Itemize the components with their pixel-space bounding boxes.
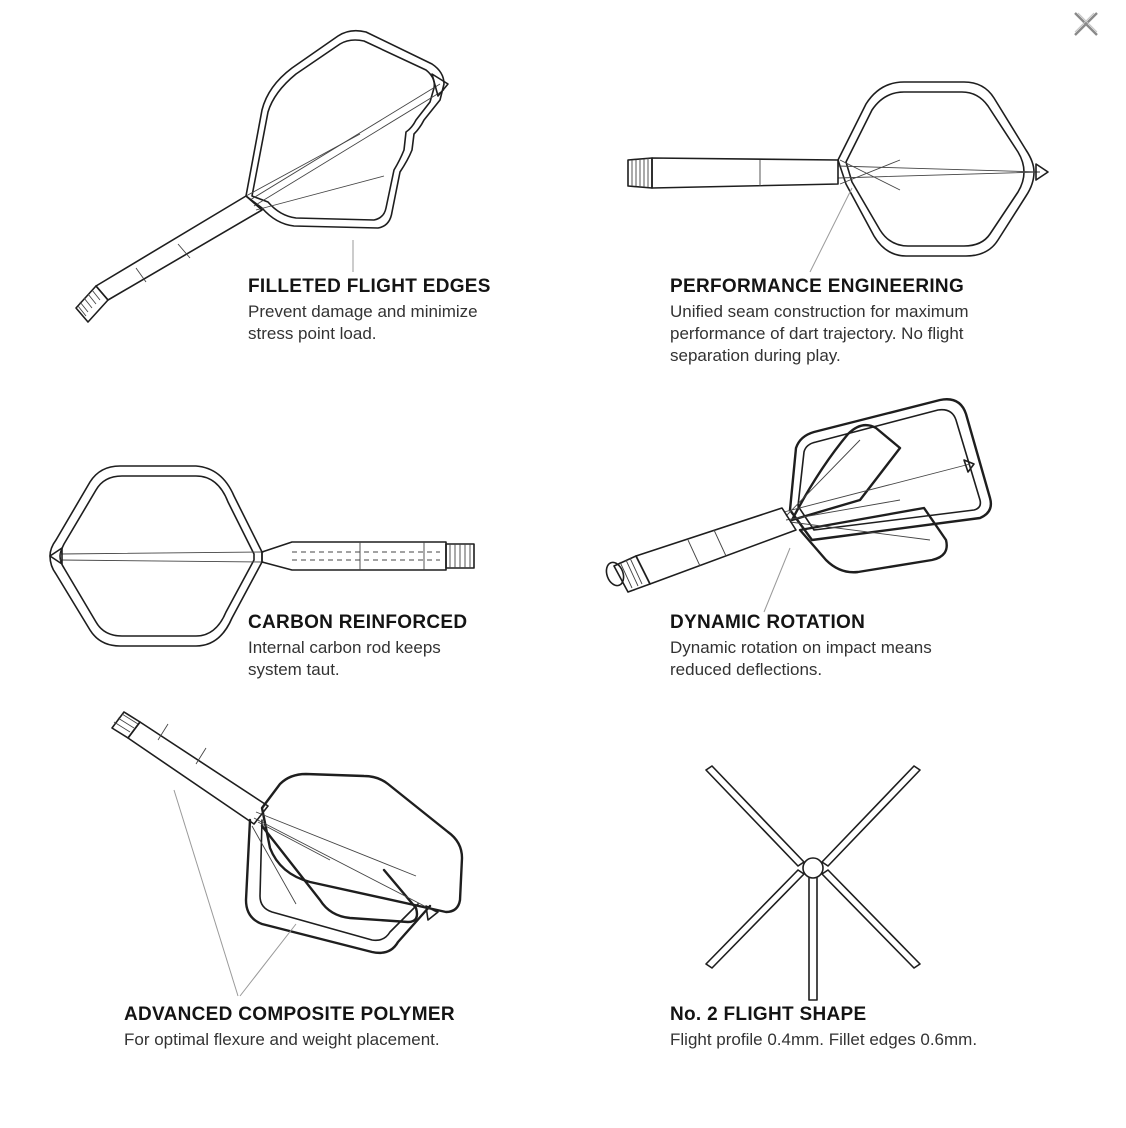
performance-illustration <box>628 82 1048 272</box>
feature-advanced-composite-polymer <box>124 1004 564 1051</box>
feature-description-line: For optimal flexure and weight placement. <box>124 1030 440 1049</box>
feature-description-line: Dynamic rotation on impact means <box>670 638 932 657</box>
feature-description-line: Prevent damage and minimize <box>248 302 478 321</box>
feature-title: ADVANCED COMPOSITE POLYMER <box>124 1004 455 1025</box>
feature-performance-engineering <box>670 276 1090 367</box>
feature-title: FILLETED FLIGHT EDGES <box>248 276 491 297</box>
feature-title: DYNAMIC ROTATION <box>670 612 866 633</box>
composite-illustration <box>112 712 462 996</box>
feature-description-line: system taut. <box>248 660 340 679</box>
rotation-illustration <box>603 399 991 612</box>
feature-description-line: Flight profile 0.4mm. Fillet edges 0.6mm. <box>670 1030 978 1049</box>
feature-description-line: separation during play. <box>670 346 841 365</box>
feature-title: PERFORMANCE ENGINEERING <box>670 276 965 297</box>
feature-title: No. 2 FLIGHT SHAPE <box>670 1004 867 1025</box>
feature-description-line: reduced deflections. <box>670 660 823 679</box>
flight-shape-illustration <box>706 766 920 1000</box>
feature-filleted-flight-edges <box>248 276 668 345</box>
close-icon <box>1068 6 1104 42</box>
feature-title: CARBON REINFORCED <box>248 612 468 633</box>
feature-description-line: stress point load. <box>248 324 377 343</box>
close-button[interactable] <box>1068 6 1104 42</box>
feature-carbon-reinforced <box>248 612 668 681</box>
feature-description-line: performance of dart trajectory. No flight <box>670 324 964 343</box>
feature-description-line: Internal carbon rod keeps <box>248 638 441 657</box>
feature-description-line: Unified seam construction for maximum <box>670 302 969 321</box>
feature-flight-shape <box>670 1004 1090 1051</box>
feature-dynamic-rotation <box>670 612 1090 681</box>
